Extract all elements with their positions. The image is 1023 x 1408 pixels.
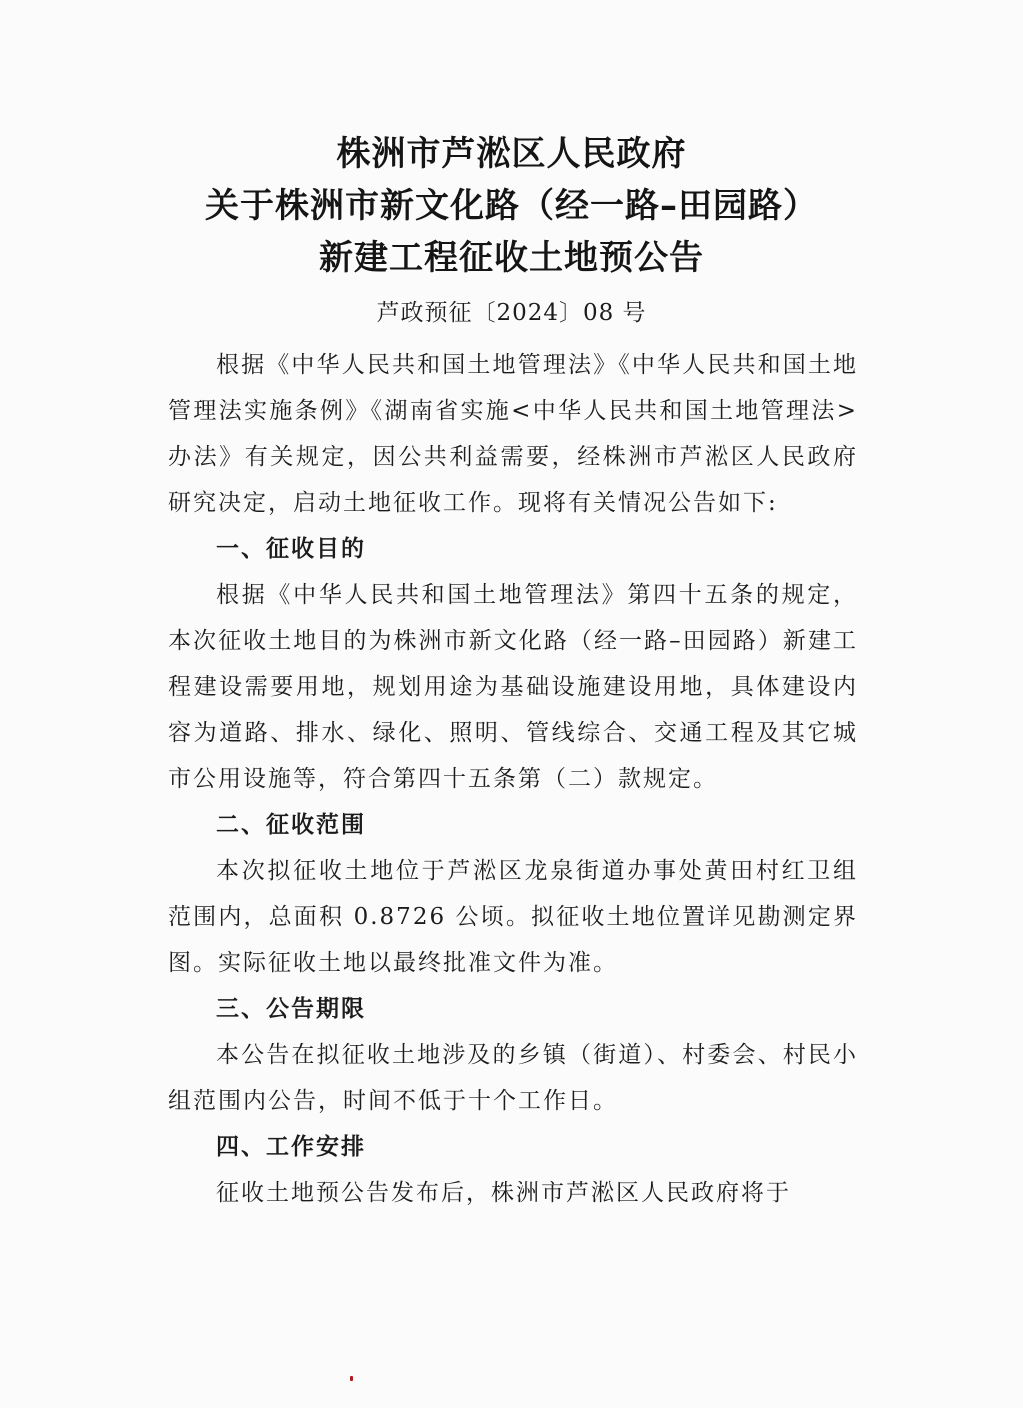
title-line-3: 新建工程征收土地预公告 bbox=[319, 238, 704, 278]
title-line-2: 关于株洲市新文化路（经一路–田园路） bbox=[205, 186, 818, 226]
section-heading-arrangement: 四、工作安排 bbox=[216, 1134, 366, 1160]
document-body bbox=[168, 342, 858, 1216]
document-number: 芦政预征〔2024〕08 号 bbox=[376, 300, 647, 326]
section-body-scope: 本次拟征收土地位于芦淞区龙泉街道办事处黄田村红卫组范围内，总面积 0.8726 公顷。拟征收土地位置详见勘测定界图。实际征收土地以最终批准文件为准。 bbox=[168, 858, 858, 976]
title-line-1: 株洲市芦淞区人民政府 bbox=[336, 134, 687, 174]
section-heading-purpose: 一、征收目的 bbox=[216, 536, 366, 562]
document-title bbox=[0, 128, 1023, 284]
intro-paragraph: 根据《中华人民共和国土地管理法》《中华人民共和国土地管理法实施条例》《湖南省实施<中华人民共和国土地管理法>办法》有关规定，因公共利益需要，经株洲市芦淞区人民政府研究决定，启动土地征收工作。现将有关情况公告如下: bbox=[168, 352, 858, 516]
section-body-period: 本公告在拟征收土地涉及的乡镇（街道）、村委会、村民小组范围内公告，时间不低于十个工作日。 bbox=[168, 1042, 858, 1114]
stray-ink-mark bbox=[350, 1376, 353, 1381]
section-body-arrangement: 征收土地预公告发布后，株洲市芦淞区人民政府将于 bbox=[216, 1180, 791, 1206]
section-heading-period: 三、公告期限 bbox=[216, 996, 366, 1022]
section-body-purpose: 根据《中华人民共和国土地管理法》第四十五条的规定，本次征收土地目的为株洲市新文化路（经一路–田园路）新建工程建设需要用地，规划用途为基础设施建设用地，具体建设内容为道路、排水、绿化、照明、管线综合、交通工程及其它城市公用设施等，符合第四十五条第（二）款规定。 bbox=[168, 582, 858, 792]
section-heading-scope: 二、征收范围 bbox=[216, 812, 366, 838]
